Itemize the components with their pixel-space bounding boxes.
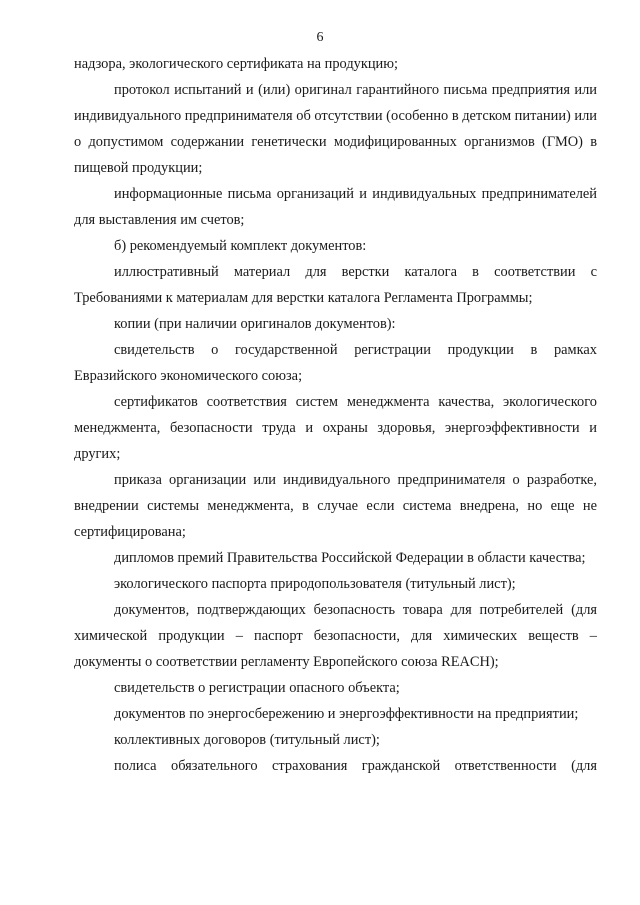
paragraph-management-certificates: сертификатов соответствия систем менеджмента качества, экологического менеджмента, безопасности труда и охраны здоровья, энергоэффективности и других; <box>74 394 597 462</box>
paragraph-management-order: приказа организации или индивидуального предпринимателя о разработке, внедрении системы менеджмента, в случае если система внедрена, но еще не сертифицирована; <box>74 472 597 540</box>
document-body <box>74 51 597 779</box>
paragraph-ecological-passport: экологического паспорта природопользователя (титульный лист); <box>114 576 516 592</box>
paragraph-information-letters: информационные письма организаций и индивидуальных предпринимателей для выставления им счетов; <box>74 186 597 228</box>
paragraph-collective-agreements: коллективных договоров (титульный лист); <box>114 732 380 748</box>
paragraph-insurance-policy: полиса обязательного страхования гражданской ответственности (для <box>114 758 597 774</box>
paragraph-test-protocol: протокол испытаний и (или) оригинал гарантийного письма предприятия или индивидуального предпринимателя об отсутствии (особенно в детском питании) или о допустимом содержании генетически модифицированных организмов (ГМО) в пищевой продукции; <box>74 82 597 176</box>
paragraph-copies-heading: копии (при наличии оригиналов документов): <box>114 316 396 332</box>
paragraph-safety-documents: документов, подтверждающих безопасность товара для потребителей (для химической продукции – паспорт безопасности, для химических веществ – документы о соответствии регламенту Европейского союза REACH); <box>74 602 597 670</box>
paragraph-government-diplomas: дипломов премий Правительства Российской Федерации в области качества; <box>114 550 586 566</box>
paragraph-energy-saving: документов по энергосбережению и энергоэффективности на предприятии; <box>114 706 579 722</box>
paragraph-continued-certificate: надзора, экологического сертификата на продукцию; <box>74 56 398 72</box>
page-number: 6 <box>316 30 324 45</box>
paragraph-hazardous-object: свидетельств о регистрации опасного объекта; <box>114 680 400 696</box>
paragraph-illustrative-material: иллюстративный материал для верстки каталога в соответствии с Требованиями к материалам для верстки каталога Регламента Программы; <box>74 264 597 306</box>
paragraph-recommended-set-heading: б) рекомендуемый комплект документов: <box>114 238 367 254</box>
paragraph-state-registration: свидетельств о государственной регистрации продукции в рамках Евразийского экономического союза; <box>74 342 597 384</box>
